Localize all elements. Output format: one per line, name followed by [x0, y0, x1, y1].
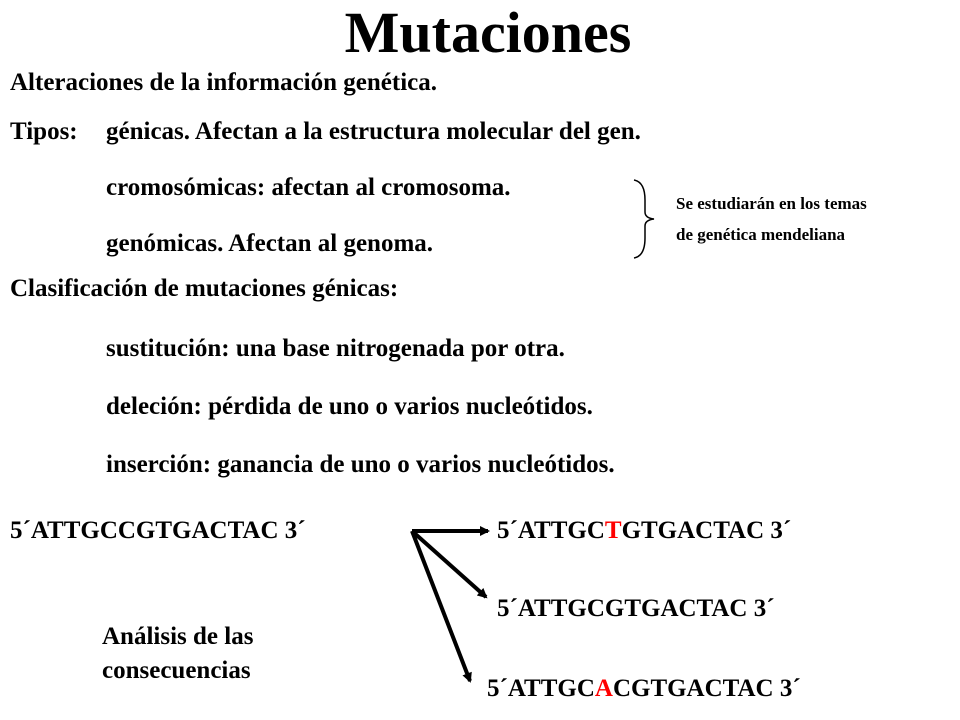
- curly-brace-icon: [634, 180, 654, 258]
- side-note-line-1: Se estudiarán en los temas: [676, 194, 867, 213]
- sequence-insertion-after: CGTGACTAC 3´: [612, 675, 801, 702]
- clasificacion-delecion: deleción: pérdida de uno o varios nucleótidos.: [106, 393, 593, 420]
- tipo-cromosomicas: cromosómicas: afectan al cromosoma.: [106, 174, 511, 201]
- sequence-substitution-before: 5´ATTGC: [497, 517, 605, 544]
- sequence-substitution-changed-base: T: [604, 517, 622, 544]
- sequence-deletion: 5´ATTGCGTGACTAC 3´: [497, 595, 775, 622]
- tipo-genomicas: genómicas. Afectan al genoma.: [106, 230, 434, 257]
- tipo-genicas: génicas. Afectan a la estructura molecular del gen.: [106, 118, 641, 145]
- analysis-line-2: consecuencias: [102, 657, 251, 684]
- sequence-substitution-after: GTGACTAC 3´: [621, 517, 792, 544]
- side-note-line-2: de genética mendeliana: [676, 225, 846, 244]
- clasificacion-insercion: inserción: ganancia de uno o varios nucleótidos.: [106, 451, 615, 478]
- tipos-label: Tipos:: [10, 118, 78, 145]
- analysis-line-1: Análisis de las: [102, 623, 254, 650]
- page-title: Mutaciones: [344, 0, 632, 65]
- intro-text: Alteraciones de la información genética.: [10, 69, 437, 96]
- sequence-insertion-changed-base: A: [594, 675, 613, 702]
- arrow-to-insertion-icon: [412, 531, 470, 681]
- clasificacion-heading: Clasificación de mutaciones génicas:: [10, 275, 399, 302]
- clasificacion-sustitucion: sustitución: una base nitrogenada por otra.: [106, 335, 565, 362]
- sequence-insertion-before: 5´ATTGC: [487, 675, 595, 702]
- sequence-original: 5´ATTGCCGTGACTAC 3´: [10, 517, 306, 544]
